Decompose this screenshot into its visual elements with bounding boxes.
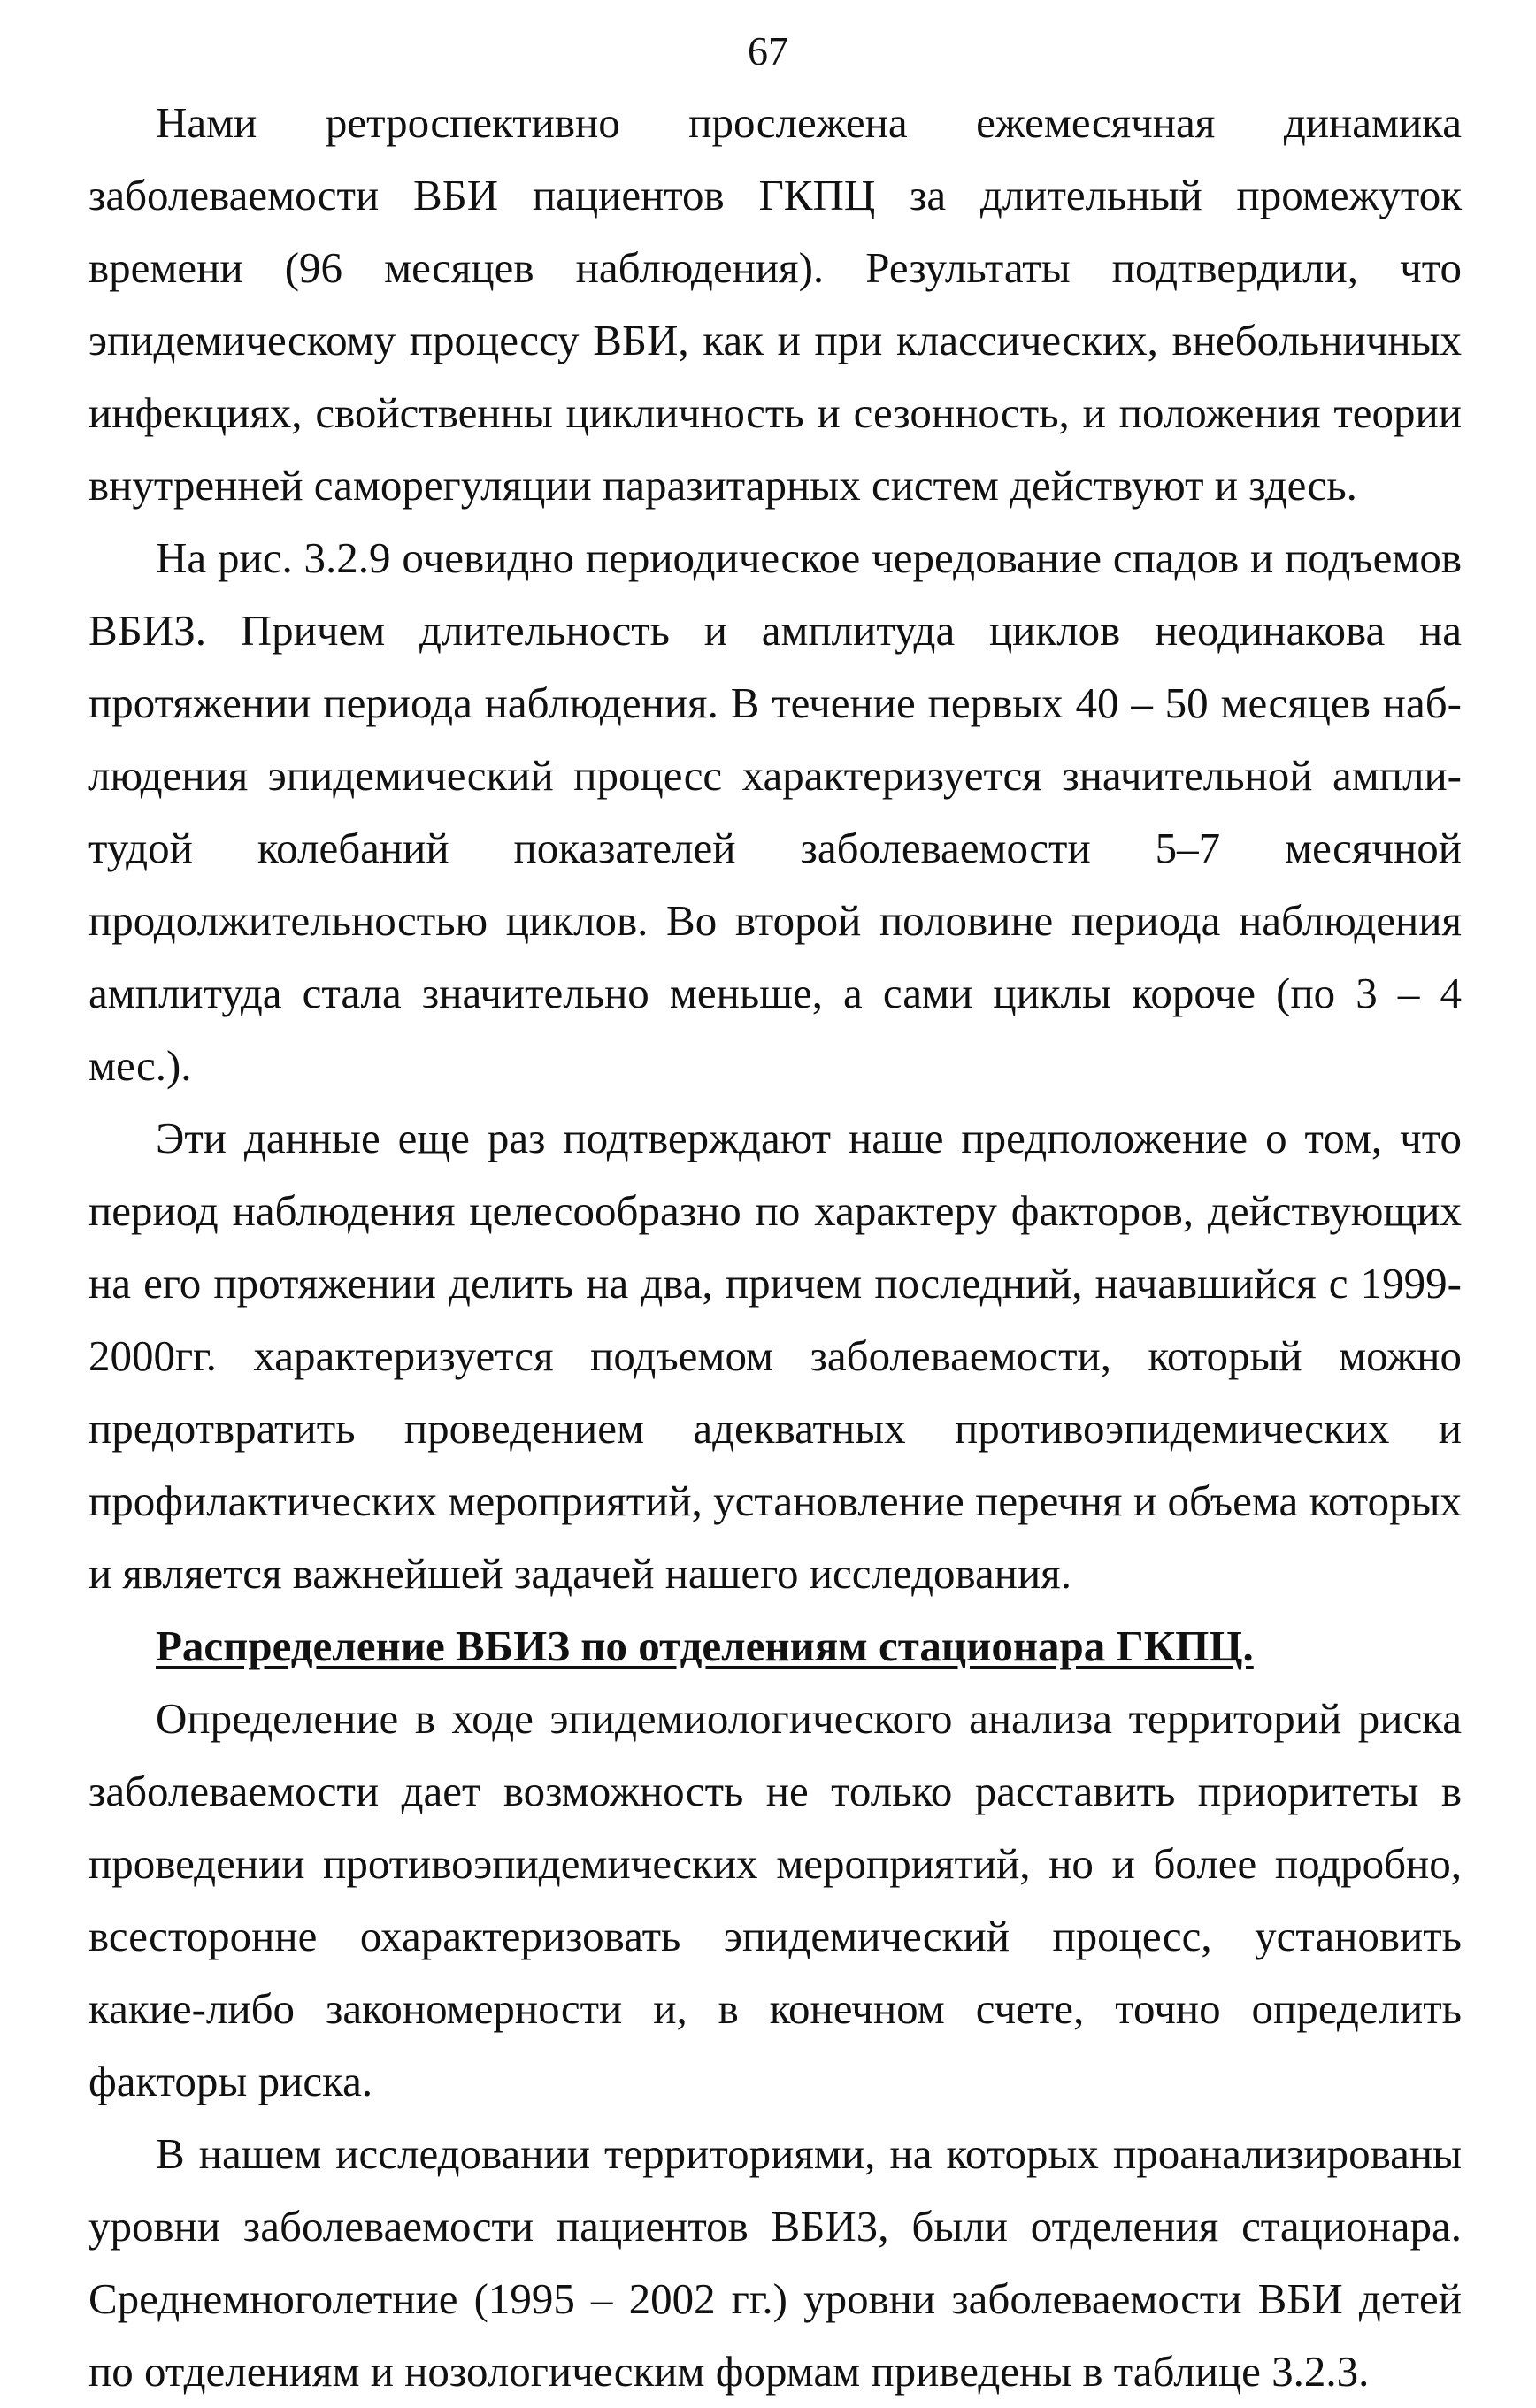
section-heading: Распределение ВБИЗ по отделениям стационара ГКПЦ. [156,1622,1254,1670]
paragraph-observation-period: Эти данные еще раз подтверждают наше предположение о том, что период наблюдения целесообразно по характеру факторов, действующих на его протяжении делить на два, причем последний, начавшийся с 1999-2000гг. характеризуется подъемом заболеваемости, который можно предотвратить проведением адекватных противоэпидемических и профилактических мероприятий, установление перечня и объема которых и является важнейшей задачей нашего исследования. [88,1114,1462,1598]
paragraph-risk-territories: Определение в ходе эпидемиологического анализа территорий риска заболеваемости дает возможность не только расставить приоритеты в проведении противоэпидемических мероприятий, но и более подробно, всесторонне охарактеризовать эпидемический процесс, установить какие-либо закономерности и, в конечном счете, точно определить факторы риска. [88,1694,1462,2105]
paragraph-retrospective-dynamics: Нами ретроспективно прослежена ежемесячная динамика заболеваемости ВБИ пациентов ГКПЦ за длительный промежуток времени (96 месяцев наблюдения). Результаты подтвердили, что эпидемическому процессу ВБИ, как и при классических, внебольничных инфекциях, свойственны цикличность и сезонность, и положения теории внутренней саморегуляции паразитарных систем действуют и здесь. [88,98,1462,510]
paragraph-departments: В нашем исследовании территориями, на которых проанализированы уровни заболеваемости пациентов ВБИЗ, были отделения стационара. Среднемноголетние (1995 – 2002 гг.) уровни заболеваемости ВБИ детей по отделениям и нозологическим формам приведены в таблице 3.2.3. [88,2129,1462,2396]
paragraph-figure-cycles: На рис. 3.2.9 очевидно периодическое чередование спадов и подъемов ВБИЗ. Причем длительность и амплитуда циклов неодинакова на протяжении периода наблюдения. В течение первых 40 – 50 месяцев наблюдения эпидемический процесс характеризуется значительной амплитудой колебаний показателей заболеваемости 5–7 месячной продолжительностью циклов. Во второй половине периода наблюдения амплитуда стала значительно меньше, а сами циклы короче (по 3 – 4 мес.). [88,533,1462,1090]
page-number: 67 [748,28,788,73]
page-body [88,87,1462,2408]
